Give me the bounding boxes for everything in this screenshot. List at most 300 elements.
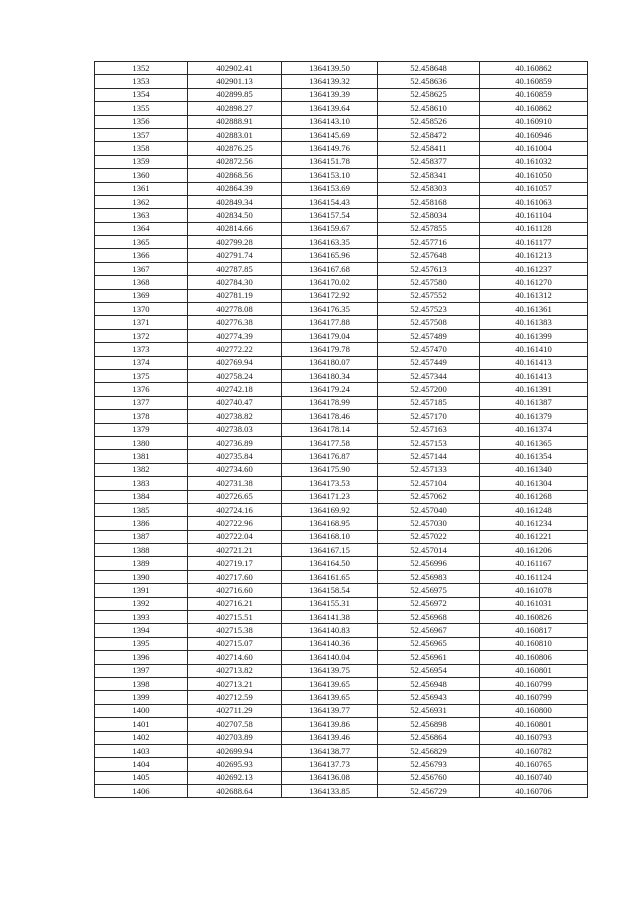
easting-cell: 402736.89 <box>188 436 282 449</box>
latitude-cell: 52.456793 <box>378 758 480 771</box>
easting-cell: 402712.59 <box>188 691 282 704</box>
point-number-cell: 1382 <box>95 463 188 476</box>
point-number-cell: 1383 <box>95 477 188 490</box>
table-row <box>95 195 588 208</box>
easting-cell: 402898.27 <box>188 102 282 115</box>
longitude-cell: 40.161177 <box>480 236 588 249</box>
point-number-cell: 1368 <box>95 276 188 289</box>
longitude-cell: 40.161031 <box>480 597 588 610</box>
table-row <box>95 383 588 396</box>
point-number-cell: 1376 <box>95 383 188 396</box>
latitude-cell: 52.457580 <box>378 276 480 289</box>
northing-cell: 1364141.38 <box>282 611 378 624</box>
easting-cell: 402814.66 <box>188 222 282 235</box>
northing-cell: 1364151.78 <box>282 155 378 168</box>
northing-cell: 1364157.54 <box>282 209 378 222</box>
latitude-cell: 52.458168 <box>378 195 480 208</box>
point-number-cell: 1370 <box>95 303 188 316</box>
point-number-cell: 1380 <box>95 436 188 449</box>
longitude-cell: 40.160799 <box>480 677 588 690</box>
longitude-cell: 40.161268 <box>480 490 588 503</box>
latitude-cell: 52.456975 <box>378 584 480 597</box>
northing-cell: 1364176.35 <box>282 303 378 316</box>
table-row <box>95 517 588 530</box>
northing-cell: 1364158.54 <box>282 584 378 597</box>
longitude-cell: 40.161374 <box>480 423 588 436</box>
easting-cell: 402719.17 <box>188 557 282 570</box>
northing-cell: 1364167.68 <box>282 262 378 275</box>
longitude-cell: 40.161361 <box>480 303 588 316</box>
northing-cell: 1364139.65 <box>282 691 378 704</box>
point-number-cell: 1363 <box>95 209 188 222</box>
table-row <box>95 169 588 182</box>
longitude-cell: 40.160826 <box>480 611 588 624</box>
easting-cell: 402888.91 <box>188 115 282 128</box>
point-number-cell: 1398 <box>95 677 188 690</box>
latitude-cell: 52.457716 <box>378 236 480 249</box>
longitude-cell: 40.160801 <box>480 718 588 731</box>
table-row <box>95 396 588 409</box>
longitude-cell: 40.160817 <box>480 624 588 637</box>
northing-cell: 1364140.04 <box>282 651 378 664</box>
easting-cell: 402787.85 <box>188 262 282 275</box>
latitude-cell: 52.457489 <box>378 329 480 342</box>
point-number-cell: 1386 <box>95 517 188 530</box>
easting-cell: 402883.01 <box>188 128 282 141</box>
northing-cell: 1364140.83 <box>282 624 378 637</box>
easting-cell: 402713.82 <box>188 664 282 677</box>
latitude-cell: 52.457153 <box>378 436 480 449</box>
latitude-cell: 52.456968 <box>378 611 480 624</box>
northing-cell: 1364154.43 <box>282 195 378 208</box>
easting-cell: 402715.38 <box>188 624 282 637</box>
table-row <box>95 436 588 449</box>
longitude-cell: 40.161078 <box>480 584 588 597</box>
northing-cell: 1364161.65 <box>282 570 378 583</box>
point-number-cell: 1400 <box>95 704 188 717</box>
latitude-cell: 52.457449 <box>378 356 480 369</box>
easting-cell: 402722.04 <box>188 530 282 543</box>
table-row <box>95 758 588 771</box>
longitude-cell: 40.161234 <box>480 517 588 530</box>
latitude-cell: 52.457344 <box>378 369 480 382</box>
table-row <box>95 155 588 168</box>
table-row <box>95 182 588 195</box>
table-row <box>95 744 588 757</box>
point-number-cell: 1396 <box>95 651 188 664</box>
point-number-cell: 1391 <box>95 584 188 597</box>
table-row <box>95 276 588 289</box>
point-number-cell: 1385 <box>95 503 188 516</box>
easting-cell: 402834.50 <box>188 209 282 222</box>
easting-cell: 402738.82 <box>188 410 282 423</box>
longitude-cell: 40.161128 <box>480 222 588 235</box>
easting-cell: 402695.93 <box>188 758 282 771</box>
northing-cell: 1364175.90 <box>282 463 378 476</box>
longitude-cell: 40.160859 <box>480 75 588 88</box>
northing-cell: 1364178.46 <box>282 410 378 423</box>
easting-cell: 402769.94 <box>188 356 282 369</box>
easting-cell: 402799.28 <box>188 236 282 249</box>
longitude-cell: 40.161248 <box>480 503 588 516</box>
easting-cell: 402722.96 <box>188 517 282 530</box>
table-row <box>95 410 588 423</box>
table-row <box>95 62 588 75</box>
point-number-cell: 1406 <box>95 785 188 798</box>
table-row <box>95 262 588 275</box>
table-row <box>95 597 588 610</box>
latitude-cell: 52.457040 <box>378 503 480 516</box>
point-number-cell: 1359 <box>95 155 188 168</box>
point-number-cell: 1353 <box>95 75 188 88</box>
easting-cell: 402738.03 <box>188 423 282 436</box>
point-number-cell: 1379 <box>95 423 188 436</box>
northing-cell: 1364171.23 <box>282 490 378 503</box>
northing-cell: 1364140.36 <box>282 637 378 650</box>
point-number-cell: 1402 <box>95 731 188 744</box>
northing-cell: 1364139.32 <box>282 75 378 88</box>
easting-cell: 402716.21 <box>188 597 282 610</box>
northing-cell: 1364139.64 <box>282 102 378 115</box>
longitude-cell: 40.160765 <box>480 758 588 771</box>
easting-cell: 402742.18 <box>188 383 282 396</box>
longitude-cell: 40.161063 <box>480 195 588 208</box>
longitude-cell: 40.161387 <box>480 396 588 409</box>
latitude-cell: 52.457855 <box>378 222 480 235</box>
point-number-cell: 1369 <box>95 289 188 302</box>
longitude-cell: 40.161032 <box>480 155 588 168</box>
point-number-cell: 1392 <box>95 597 188 610</box>
table-row <box>95 704 588 717</box>
northing-cell: 1364178.99 <box>282 396 378 409</box>
latitude-cell: 52.457648 <box>378 249 480 262</box>
table-row <box>95 611 588 624</box>
easting-cell: 402781.19 <box>188 289 282 302</box>
point-number-cell: 1357 <box>95 128 188 141</box>
easting-cell: 402699.94 <box>188 744 282 757</box>
latitude-cell: 52.456943 <box>378 691 480 704</box>
easting-cell: 402774.39 <box>188 329 282 342</box>
easting-cell: 402711.29 <box>188 704 282 717</box>
longitude-cell: 40.160799 <box>480 691 588 704</box>
point-number-cell: 1352 <box>95 62 188 75</box>
easting-cell: 402715.07 <box>188 637 282 650</box>
easting-cell: 402758.24 <box>188 369 282 382</box>
latitude-cell: 52.458648 <box>378 62 480 75</box>
point-number-cell: 1373 <box>95 343 188 356</box>
northing-cell: 1364167.15 <box>282 544 378 557</box>
northing-cell: 1364179.24 <box>282 383 378 396</box>
longitude-cell: 40.161124 <box>480 570 588 583</box>
longitude-cell: 40.160862 <box>480 102 588 115</box>
table-row <box>95 651 588 664</box>
northing-cell: 1364168.95 <box>282 517 378 530</box>
table-row <box>95 316 588 329</box>
easting-cell: 402734.60 <box>188 463 282 476</box>
longitude-cell: 40.161057 <box>480 182 588 195</box>
point-number-cell: 1371 <box>95 316 188 329</box>
easting-cell: 402868.56 <box>188 169 282 182</box>
table-row <box>95 303 588 316</box>
latitude-cell: 52.457200 <box>378 383 480 396</box>
point-number-cell: 1399 <box>95 691 188 704</box>
longitude-cell: 40.160910 <box>480 115 588 128</box>
longitude-cell: 40.161050 <box>480 169 588 182</box>
point-number-cell: 1372 <box>95 329 188 342</box>
easting-cell: 402703.89 <box>188 731 282 744</box>
northing-cell: 1364138.77 <box>282 744 378 757</box>
table-row <box>95 637 588 650</box>
table-row <box>95 785 588 798</box>
point-number-cell: 1401 <box>95 718 188 731</box>
easting-cell: 402778.08 <box>188 303 282 316</box>
longitude-cell: 40.161270 <box>480 276 588 289</box>
longitude-cell: 40.161206 <box>480 544 588 557</box>
northing-cell: 1364143.10 <box>282 115 378 128</box>
easting-cell: 402714.60 <box>188 651 282 664</box>
latitude-cell: 52.456972 <box>378 597 480 610</box>
point-number-cell: 1395 <box>95 637 188 650</box>
longitude-cell: 40.160706 <box>480 785 588 798</box>
point-number-cell: 1388 <box>95 544 188 557</box>
latitude-cell: 52.456948 <box>378 677 480 690</box>
table-row <box>95 664 588 677</box>
northing-cell: 1364165.96 <box>282 249 378 262</box>
latitude-cell: 52.456961 <box>378 651 480 664</box>
point-number-cell: 1354 <box>95 88 188 101</box>
northing-cell: 1364180.07 <box>282 356 378 369</box>
northing-cell: 1364149.76 <box>282 142 378 155</box>
easting-cell: 402872.56 <box>188 155 282 168</box>
longitude-cell: 40.160810 <box>480 637 588 650</box>
table-row <box>95 477 588 490</box>
northing-cell: 1364177.58 <box>282 436 378 449</box>
latitude-cell: 52.458377 <box>378 155 480 168</box>
longitude-cell: 40.161304 <box>480 477 588 490</box>
table-row <box>95 356 588 369</box>
table-row <box>95 128 588 141</box>
latitude-cell: 52.458303 <box>378 182 480 195</box>
point-number-cell: 1362 <box>95 195 188 208</box>
point-number-cell: 1393 <box>95 611 188 624</box>
latitude-cell: 52.456898 <box>378 718 480 731</box>
table-row <box>95 423 588 436</box>
longitude-cell: 40.161237 <box>480 262 588 275</box>
longitude-cell: 40.161312 <box>480 289 588 302</box>
latitude-cell: 52.458411 <box>378 142 480 155</box>
latitude-cell: 52.457470 <box>378 343 480 356</box>
easting-cell: 402902.41 <box>188 62 282 75</box>
easting-cell: 402731.38 <box>188 477 282 490</box>
easting-cell: 402899.85 <box>188 88 282 101</box>
longitude-cell: 40.160801 <box>480 664 588 677</box>
latitude-cell: 52.456829 <box>378 744 480 757</box>
easting-cell: 402726.65 <box>188 490 282 503</box>
easting-cell: 402864.39 <box>188 182 282 195</box>
point-number-cell: 1390 <box>95 570 188 583</box>
easting-cell: 402716.60 <box>188 584 282 597</box>
northing-cell: 1364178.14 <box>282 423 378 436</box>
point-number-cell: 1403 <box>95 744 188 757</box>
point-number-cell: 1356 <box>95 115 188 128</box>
longitude-cell: 40.160862 <box>480 62 588 75</box>
northing-cell: 1364139.39 <box>282 88 378 101</box>
longitude-cell: 40.161413 <box>480 369 588 382</box>
table-row <box>95 329 588 342</box>
point-number-cell: 1384 <box>95 490 188 503</box>
northing-cell: 1364179.78 <box>282 343 378 356</box>
latitude-cell: 52.456931 <box>378 704 480 717</box>
easting-cell: 402735.84 <box>188 450 282 463</box>
table-row <box>95 570 588 583</box>
easting-cell: 402740.47 <box>188 396 282 409</box>
table-row <box>95 209 588 222</box>
northing-cell: 1364136.08 <box>282 771 378 784</box>
table-row <box>95 624 588 637</box>
northing-cell: 1364139.75 <box>282 664 378 677</box>
longitude-cell: 40.161104 <box>480 209 588 222</box>
easting-cell: 402901.13 <box>188 75 282 88</box>
northing-cell: 1364133.85 <box>282 785 378 798</box>
longitude-cell: 40.161167 <box>480 557 588 570</box>
table-row <box>95 503 588 516</box>
easting-cell: 402876.25 <box>188 142 282 155</box>
northing-cell: 1364179.04 <box>282 329 378 342</box>
latitude-cell: 52.457104 <box>378 477 480 490</box>
easting-cell: 402717.60 <box>188 570 282 583</box>
latitude-cell: 52.456760 <box>378 771 480 784</box>
point-number-cell: 1381 <box>95 450 188 463</box>
point-number-cell: 1377 <box>95 396 188 409</box>
northing-cell: 1364139.86 <box>282 718 378 731</box>
longitude-cell: 40.161340 <box>480 463 588 476</box>
easting-cell: 402692.13 <box>188 771 282 784</box>
point-number-cell: 1405 <box>95 771 188 784</box>
northing-cell: 1364177.88 <box>282 316 378 329</box>
point-number-cell: 1389 <box>95 557 188 570</box>
coordinate-table <box>94 61 588 798</box>
longitude-cell: 40.161391 <box>480 383 588 396</box>
table-row <box>95 343 588 356</box>
latitude-cell: 52.458034 <box>378 209 480 222</box>
point-number-cell: 1355 <box>95 102 188 115</box>
point-number-cell: 1365 <box>95 236 188 249</box>
easting-cell: 402772.22 <box>188 343 282 356</box>
table-row <box>95 450 588 463</box>
northing-cell: 1364153.69 <box>282 182 378 195</box>
easting-cell: 402715.51 <box>188 611 282 624</box>
latitude-cell: 52.457163 <box>378 423 480 436</box>
latitude-cell: 52.457030 <box>378 517 480 530</box>
northing-cell: 1364137.73 <box>282 758 378 771</box>
longitude-cell: 40.160946 <box>480 128 588 141</box>
point-number-cell: 1378 <box>95 410 188 423</box>
northing-cell: 1364170.02 <box>282 276 378 289</box>
longitude-cell: 40.161221 <box>480 530 588 543</box>
latitude-cell: 52.457062 <box>378 490 480 503</box>
latitude-cell: 52.458636 <box>378 75 480 88</box>
easting-cell: 402776.38 <box>188 316 282 329</box>
latitude-cell: 52.457014 <box>378 544 480 557</box>
latitude-cell: 52.457144 <box>378 450 480 463</box>
latitude-cell: 52.456954 <box>378 664 480 677</box>
table-row <box>95 249 588 262</box>
latitude-cell: 52.458625 <box>378 88 480 101</box>
point-number-cell: 1387 <box>95 530 188 543</box>
longitude-cell: 40.161365 <box>480 436 588 449</box>
point-number-cell: 1360 <box>95 169 188 182</box>
easting-cell: 402721.21 <box>188 544 282 557</box>
latitude-cell: 52.457613 <box>378 262 480 275</box>
point-number-cell: 1361 <box>95 182 188 195</box>
table-row <box>95 289 588 302</box>
table-row <box>95 677 588 690</box>
latitude-cell: 52.457133 <box>378 463 480 476</box>
northing-cell: 1364176.87 <box>282 450 378 463</box>
longitude-cell: 40.161354 <box>480 450 588 463</box>
latitude-cell: 52.458472 <box>378 128 480 141</box>
northing-cell: 1364145.69 <box>282 128 378 141</box>
easting-cell: 402724.16 <box>188 503 282 516</box>
table-row <box>95 691 588 704</box>
point-number-cell: 1358 <box>95 142 188 155</box>
table-row <box>95 75 588 88</box>
easting-cell: 402707.58 <box>188 718 282 731</box>
northing-cell: 1364139.65 <box>282 677 378 690</box>
longitude-cell: 40.161213 <box>480 249 588 262</box>
point-number-cell: 1366 <box>95 249 188 262</box>
latitude-cell: 52.457185 <box>378 396 480 409</box>
longitude-cell: 40.161410 <box>480 343 588 356</box>
longitude-cell: 40.161399 <box>480 329 588 342</box>
longitude-cell: 40.160806 <box>480 651 588 664</box>
latitude-cell: 52.456864 <box>378 731 480 744</box>
northing-cell: 1364173.53 <box>282 477 378 490</box>
northing-cell: 1364180.34 <box>282 369 378 382</box>
latitude-cell: 52.457170 <box>378 410 480 423</box>
northing-cell: 1364155.31 <box>282 597 378 610</box>
longitude-cell: 40.160740 <box>480 771 588 784</box>
northing-cell: 1364164.50 <box>282 557 378 570</box>
table-row <box>95 142 588 155</box>
point-number-cell: 1364 <box>95 222 188 235</box>
northing-cell: 1364169.92 <box>282 503 378 516</box>
table-row <box>95 115 588 128</box>
latitude-cell: 52.456729 <box>378 785 480 798</box>
longitude-cell: 40.160782 <box>480 744 588 757</box>
table-row <box>95 102 588 115</box>
latitude-cell: 52.458610 <box>378 102 480 115</box>
longitude-cell: 40.161004 <box>480 142 588 155</box>
point-number-cell: 1394 <box>95 624 188 637</box>
point-number-cell: 1374 <box>95 356 188 369</box>
easting-cell: 402688.64 <box>188 785 282 798</box>
point-number-cell: 1404 <box>95 758 188 771</box>
table-row <box>95 236 588 249</box>
table-row <box>95 544 588 557</box>
longitude-cell: 40.160800 <box>480 704 588 717</box>
latitude-cell: 52.456965 <box>378 637 480 650</box>
table-row <box>95 463 588 476</box>
latitude-cell: 52.457523 <box>378 303 480 316</box>
longitude-cell: 40.160859 <box>480 88 588 101</box>
longitude-cell: 40.161383 <box>480 316 588 329</box>
northing-cell: 1364168.10 <box>282 530 378 543</box>
table-row <box>95 771 588 784</box>
point-number-cell: 1397 <box>95 664 188 677</box>
latitude-cell: 52.458341 <box>378 169 480 182</box>
easting-cell: 402791.74 <box>188 249 282 262</box>
